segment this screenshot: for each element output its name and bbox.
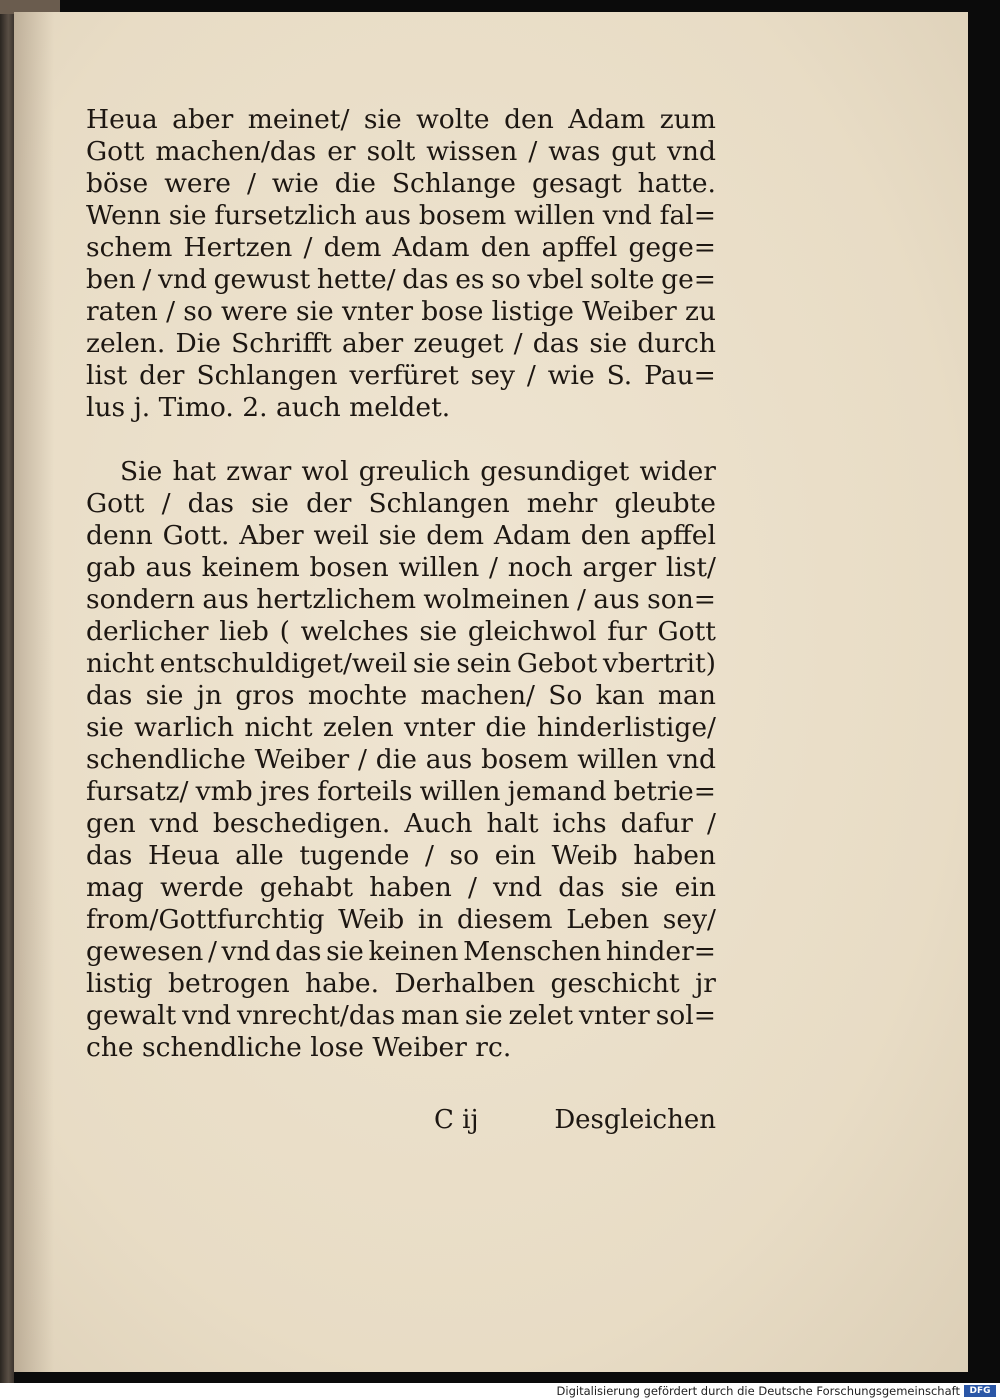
word: betrie= bbox=[613, 776, 716, 807]
word: den bbox=[480, 232, 531, 263]
text-line bbox=[86, 296, 716, 328]
word: machen/das bbox=[155, 136, 317, 167]
word: tugende bbox=[299, 840, 410, 871]
word: wissen bbox=[426, 136, 518, 167]
word: gros bbox=[235, 680, 295, 711]
word: sie bbox=[620, 872, 659, 903]
text-line bbox=[86, 488, 716, 520]
word: warlich bbox=[134, 712, 235, 743]
word: listig bbox=[86, 968, 153, 999]
word: welches bbox=[300, 616, 409, 647]
word: sie bbox=[145, 680, 184, 711]
book-page bbox=[14, 12, 968, 1372]
word: bosen bbox=[309, 552, 389, 583]
word: / bbox=[489, 552, 498, 583]
word: die bbox=[485, 712, 527, 743]
word: Schlangen bbox=[196, 360, 338, 391]
word: bosem bbox=[418, 200, 507, 231]
word: aus bbox=[364, 200, 412, 231]
word: habe. bbox=[305, 968, 380, 999]
word: denn bbox=[86, 520, 153, 551]
word: noch bbox=[507, 552, 573, 583]
word: / bbox=[161, 488, 171, 519]
word: Wenn bbox=[86, 200, 161, 231]
word: vnter bbox=[341, 296, 413, 327]
word: durch bbox=[637, 328, 716, 359]
word: apffel bbox=[541, 232, 618, 263]
word: willen bbox=[577, 744, 659, 775]
word: arger bbox=[582, 552, 657, 583]
word: / bbox=[526, 360, 536, 391]
word: wolmeinen bbox=[423, 584, 570, 615]
word: vmb bbox=[195, 776, 253, 807]
word: list/ bbox=[665, 552, 716, 583]
word: mochte bbox=[307, 680, 408, 711]
word: sie bbox=[378, 520, 417, 551]
word: mag bbox=[86, 872, 144, 903]
word: hat bbox=[172, 456, 216, 487]
word: / bbox=[425, 840, 434, 871]
word: vnter bbox=[578, 1000, 650, 1031]
word: vnrecht/das bbox=[236, 1000, 396, 1031]
word: das bbox=[402, 264, 449, 295]
word: es bbox=[455, 264, 485, 295]
word: vnd bbox=[666, 136, 716, 167]
word: Adam bbox=[493, 520, 571, 551]
word: vnd bbox=[666, 744, 716, 775]
word: schem bbox=[86, 232, 173, 263]
word: das bbox=[86, 840, 133, 871]
word: zum bbox=[659, 104, 716, 135]
word: gesundiget bbox=[480, 456, 630, 487]
word: jres bbox=[259, 776, 311, 807]
word: den bbox=[580, 520, 631, 551]
word: derlicher bbox=[86, 616, 209, 647]
page-text bbox=[86, 104, 716, 1064]
word: zelen bbox=[322, 712, 394, 743]
word: wol bbox=[301, 456, 349, 487]
word: aber bbox=[342, 328, 404, 359]
word: fal= bbox=[659, 200, 716, 231]
word: son= bbox=[647, 584, 716, 615]
word: vnd bbox=[149, 808, 199, 839]
word: Gott bbox=[86, 136, 145, 167]
word: gewalt bbox=[86, 1000, 177, 1031]
word: were bbox=[221, 296, 288, 327]
word: Pau= bbox=[644, 360, 716, 391]
word: Heua bbox=[147, 840, 220, 871]
word: / bbox=[166, 296, 176, 327]
word: keinem bbox=[201, 552, 300, 583]
word: das bbox=[532, 328, 580, 359]
word: das bbox=[86, 680, 133, 711]
word: Schlangen bbox=[368, 488, 510, 519]
word: Die bbox=[175, 328, 221, 359]
word: beschedigen. bbox=[212, 808, 391, 839]
word: gleubte bbox=[614, 488, 716, 519]
word: raten bbox=[86, 296, 158, 327]
word: / bbox=[528, 136, 538, 167]
word: die bbox=[334, 168, 376, 199]
word: S. bbox=[606, 360, 633, 391]
word: betrogen bbox=[168, 968, 290, 999]
word: sey bbox=[470, 360, 515, 391]
word: Weib bbox=[551, 840, 618, 871]
word: Gott bbox=[86, 488, 145, 519]
word: listige bbox=[491, 296, 574, 327]
word: entschuldiget/weil bbox=[159, 648, 408, 679]
word: das bbox=[187, 488, 235, 519]
word: der bbox=[306, 488, 352, 519]
word: Aber bbox=[239, 520, 304, 551]
text-line bbox=[86, 776, 716, 808]
word: willen bbox=[514, 200, 595, 231]
word: man bbox=[657, 680, 716, 711]
word: zeuget bbox=[413, 328, 504, 359]
word: er bbox=[327, 136, 356, 167]
word: wider bbox=[639, 456, 716, 487]
word: ( bbox=[279, 616, 290, 647]
text-line bbox=[86, 872, 716, 904]
word: Weiber bbox=[582, 296, 677, 327]
word: hatte. bbox=[637, 168, 716, 199]
word: den bbox=[504, 104, 554, 135]
book-binding-edge bbox=[0, 0, 14, 1383]
word: kan bbox=[595, 680, 645, 711]
text-line bbox=[86, 584, 716, 616]
word: / bbox=[246, 168, 256, 199]
text-line bbox=[86, 1000, 716, 1032]
word: geschicht bbox=[550, 968, 680, 999]
paragraph-1 bbox=[86, 104, 716, 424]
word: aus bbox=[202, 584, 249, 615]
word: Derhalben bbox=[394, 968, 536, 999]
word: nicht bbox=[244, 712, 313, 743]
word: fur bbox=[607, 616, 647, 647]
text-line bbox=[86, 680, 716, 712]
word: sie bbox=[86, 712, 124, 743]
word: Sie bbox=[120, 456, 163, 487]
word: ein bbox=[674, 872, 716, 903]
word: / bbox=[142, 264, 152, 295]
word: / bbox=[358, 744, 367, 775]
word: ben bbox=[86, 264, 136, 295]
word: Hertzen bbox=[183, 232, 293, 263]
text-line bbox=[86, 616, 716, 648]
word: aber bbox=[172, 104, 234, 135]
word: jn bbox=[196, 680, 223, 711]
word: gleichwol bbox=[467, 616, 597, 647]
word: aus bbox=[145, 552, 192, 583]
word: vnd bbox=[602, 200, 652, 231]
word: vnd bbox=[221, 936, 271, 967]
word: gesagt bbox=[531, 168, 622, 199]
word: Adam bbox=[392, 232, 470, 263]
word: gut bbox=[611, 136, 656, 167]
word: gewesen bbox=[86, 936, 204, 967]
catchword: Desgleichen bbox=[554, 1105, 716, 1135]
word: meinet/ bbox=[247, 104, 350, 135]
word: so bbox=[183, 296, 213, 327]
word: gewust bbox=[213, 264, 311, 295]
text-line bbox=[86, 744, 716, 776]
word: sie bbox=[464, 1000, 503, 1031]
dfg-logo: DFG bbox=[964, 1385, 996, 1397]
word: vnd bbox=[182, 1000, 232, 1031]
paragraph-gap bbox=[86, 424, 716, 456]
word: vnter bbox=[404, 712, 476, 743]
word: were bbox=[164, 168, 231, 199]
word: gab bbox=[86, 552, 136, 583]
text-line bbox=[86, 264, 716, 296]
word: hertzlichem bbox=[256, 584, 416, 615]
word: ge= bbox=[661, 264, 716, 295]
word: schendliche bbox=[86, 744, 246, 775]
word: / bbox=[707, 808, 716, 839]
word: sie bbox=[589, 328, 628, 359]
word: Weiber bbox=[254, 744, 350, 775]
word: / bbox=[467, 872, 477, 903]
word: gehabt bbox=[259, 872, 354, 903]
word: werde bbox=[160, 872, 244, 903]
word: vbel bbox=[527, 264, 584, 295]
word: gege= bbox=[628, 232, 716, 263]
word: böse bbox=[86, 168, 149, 199]
text-line bbox=[86, 200, 716, 232]
text-line bbox=[86, 712, 716, 744]
word: lieb bbox=[219, 616, 269, 647]
word: from/Gottfurchtig bbox=[86, 904, 325, 935]
word: willen bbox=[398, 552, 480, 583]
word: sie bbox=[419, 616, 458, 647]
word: zu bbox=[684, 296, 716, 327]
text-line bbox=[86, 552, 716, 584]
word: ichs bbox=[552, 808, 607, 839]
word: bose bbox=[421, 296, 484, 327]
word: / bbox=[207, 936, 217, 967]
text-line bbox=[86, 232, 716, 264]
word: list bbox=[86, 360, 128, 391]
word: / bbox=[303, 232, 313, 263]
word: dem bbox=[323, 232, 382, 263]
text-line bbox=[86, 104, 716, 136]
word: der bbox=[139, 360, 185, 391]
word: So bbox=[548, 680, 583, 711]
word: diesem bbox=[457, 904, 553, 935]
word: Gebot bbox=[516, 648, 598, 679]
word: bosem bbox=[481, 744, 569, 775]
text-line: che schendliche lose Weiber rc. bbox=[86, 1032, 512, 1063]
word: sie bbox=[295, 296, 334, 327]
word: halt bbox=[486, 808, 539, 839]
word: in bbox=[417, 904, 444, 935]
word: keinen bbox=[368, 936, 459, 967]
text-line bbox=[86, 520, 716, 552]
word: nicht bbox=[86, 648, 155, 679]
word: so bbox=[449, 840, 480, 871]
signature-mark: C ij bbox=[434, 1105, 479, 1135]
catch-line bbox=[414, 1105, 716, 1141]
word: was bbox=[548, 136, 601, 167]
word: apffel bbox=[640, 520, 716, 551]
text-line bbox=[86, 168, 716, 200]
word: vnd bbox=[157, 264, 207, 295]
word: / bbox=[576, 584, 586, 615]
word: sein bbox=[456, 648, 512, 679]
text-line bbox=[86, 808, 716, 840]
word: mehr bbox=[526, 488, 598, 519]
word: hinderlistige/ bbox=[536, 712, 716, 743]
word: Weib bbox=[338, 904, 405, 935]
text-line bbox=[86, 648, 716, 680]
word: dafur bbox=[620, 808, 693, 839]
word: weil bbox=[313, 520, 369, 551]
word: wie bbox=[547, 360, 595, 391]
word: fursetzlich bbox=[214, 200, 357, 231]
word: sie bbox=[251, 488, 289, 519]
word: willen bbox=[419, 776, 501, 807]
word: hinder= bbox=[605, 936, 716, 967]
word: verfüret bbox=[349, 360, 459, 391]
text-line bbox=[86, 904, 716, 936]
word: alle bbox=[235, 840, 284, 871]
word: das bbox=[558, 872, 605, 903]
word: man bbox=[401, 1000, 460, 1031]
word: / bbox=[513, 328, 523, 359]
text-line: lus j. Timo. 2. auch meldet. bbox=[86, 392, 451, 423]
word: die bbox=[375, 744, 417, 775]
word: vnd bbox=[493, 872, 543, 903]
word: wolte bbox=[416, 104, 490, 135]
word: sie bbox=[363, 104, 402, 135]
word: solte bbox=[590, 264, 655, 295]
word: Menschen bbox=[463, 936, 602, 967]
word: Auch bbox=[404, 808, 473, 839]
word: machen/ bbox=[420, 680, 535, 711]
footer-credit: Digitalisierung gefördert durch die Deutsche Forschungsgemeinschaft bbox=[556, 1384, 960, 1398]
text-line bbox=[86, 328, 716, 360]
text-line bbox=[86, 456, 716, 488]
word: greulich bbox=[358, 456, 471, 487]
word: Schlange bbox=[391, 168, 516, 199]
text-line bbox=[86, 936, 716, 968]
word: sie bbox=[326, 936, 364, 967]
text-line bbox=[86, 360, 716, 392]
word: das bbox=[275, 936, 322, 967]
word: Leben bbox=[566, 904, 650, 935]
word: hette/ bbox=[316, 264, 396, 295]
paragraph-2 bbox=[86, 456, 716, 1064]
word: haben bbox=[369, 872, 452, 903]
word: Heua bbox=[86, 104, 158, 135]
word: zwar bbox=[226, 456, 292, 487]
word: jemand bbox=[507, 776, 607, 807]
word: gen bbox=[86, 808, 136, 839]
word: forteils bbox=[317, 776, 413, 807]
word: sol= bbox=[655, 1000, 716, 1031]
text-line bbox=[86, 136, 716, 168]
word: fursatz/ bbox=[86, 776, 189, 807]
word: wie bbox=[271, 168, 319, 199]
word: vbertrit) bbox=[602, 648, 716, 679]
word: Gott bbox=[657, 616, 716, 647]
word: zelen. bbox=[86, 328, 166, 359]
text-line bbox=[86, 840, 716, 872]
word: sey/ bbox=[662, 904, 716, 935]
word: dem bbox=[426, 520, 485, 551]
word: solt bbox=[366, 136, 416, 167]
word: jr bbox=[695, 968, 716, 999]
word: sie bbox=[412, 648, 451, 679]
word: aus bbox=[593, 584, 640, 615]
word: Adam bbox=[568, 104, 646, 135]
text-line bbox=[86, 968, 716, 1000]
word: ein bbox=[494, 840, 536, 871]
word: haben bbox=[633, 840, 716, 871]
word: sie bbox=[168, 200, 207, 231]
word: Gott. bbox=[162, 520, 230, 551]
word: Schrifft bbox=[231, 328, 332, 359]
word: aus bbox=[425, 744, 473, 775]
word: zelet bbox=[508, 1000, 573, 1031]
word: sondern bbox=[86, 584, 196, 615]
word: so bbox=[491, 264, 521, 295]
